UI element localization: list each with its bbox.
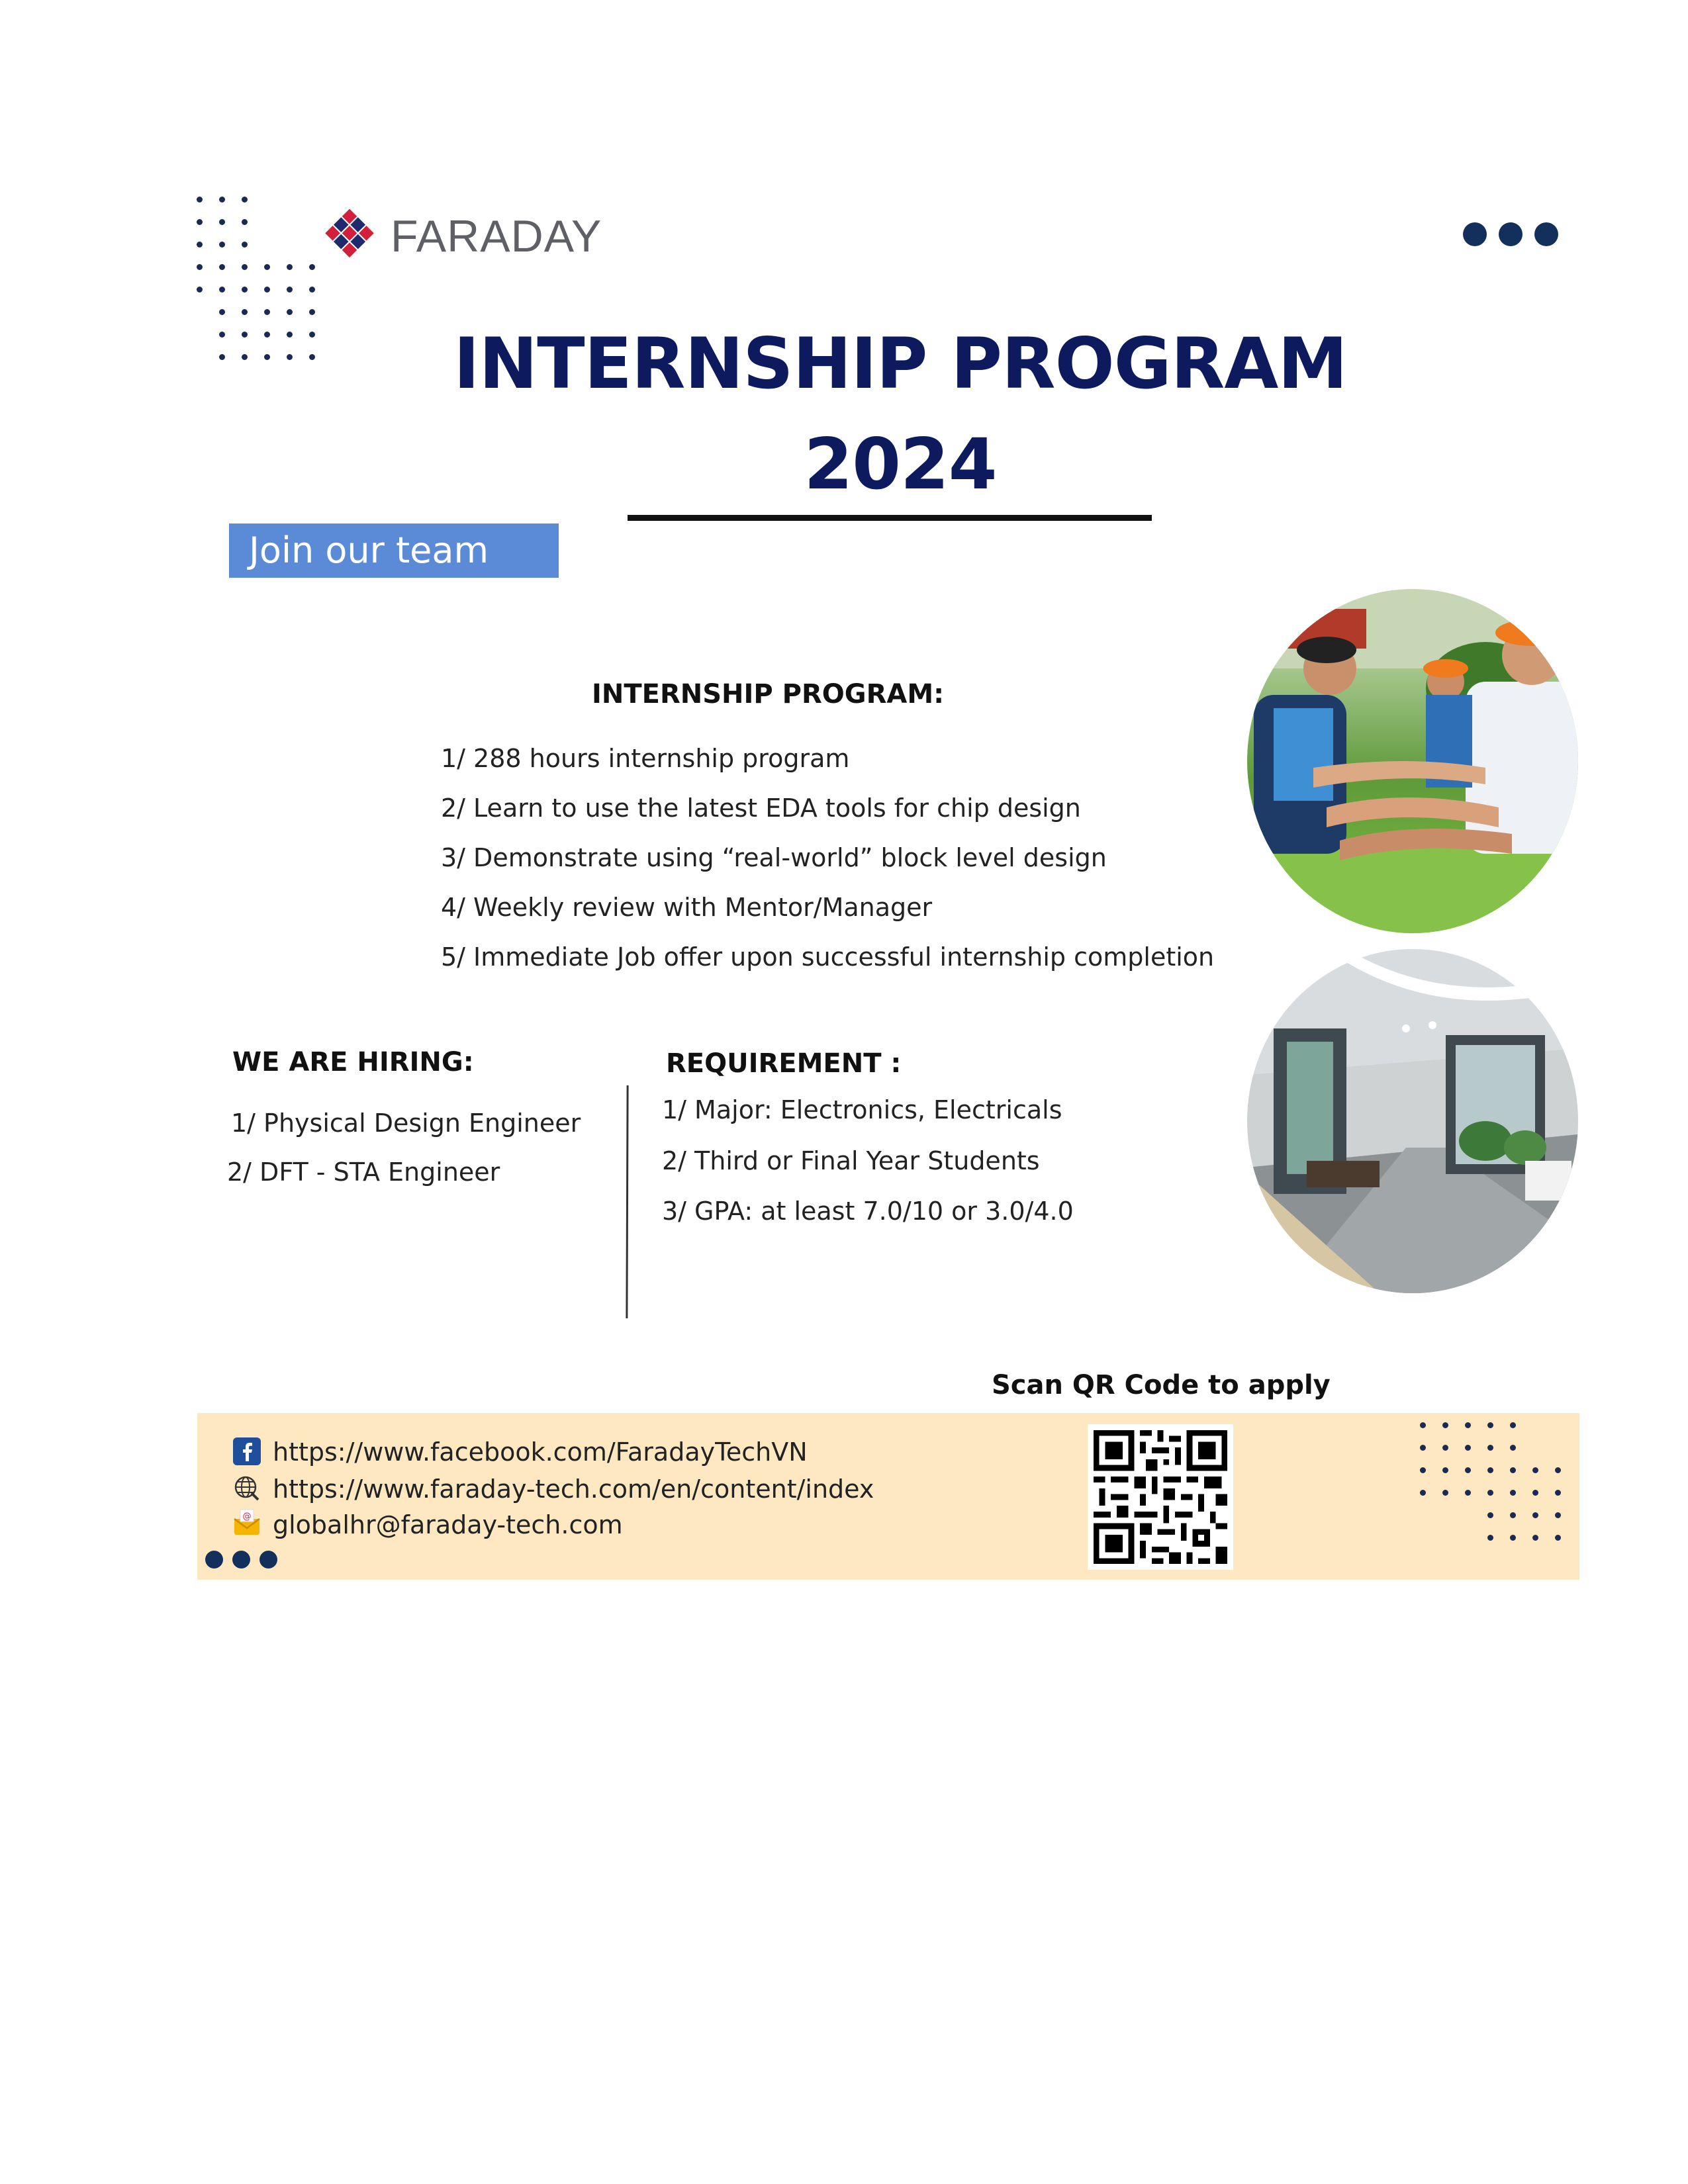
website-link[interactable]: https://www.faraday-tech.com/en/content/index <box>273 1475 874 1504</box>
program-item: 1/ 288 hours internship program <box>441 744 850 773</box>
program-item: 2/ Learn to use the latest EDA tools for chip design <box>441 794 1081 823</box>
hiring-heading: WE ARE HIRING: <box>232 1047 474 1077</box>
join-our-team-button[interactable]: Join our team <box>229 523 559 578</box>
footer-dots-icon <box>205 1551 277 1569</box>
title-underline <box>628 515 1152 521</box>
globe-icon <box>233 1475 261 1502</box>
page-title-year: 2024 <box>804 424 997 505</box>
page-title: INTERNSHIP PROGRAM <box>453 323 1347 404</box>
requirement-item: 2/ Third or Final Year Students <box>662 1146 1040 1175</box>
more-dots-icon <box>1463 222 1558 246</box>
requirement-item: 3/ GPA: at least 7.0/10 or 3.0/4.0 <box>662 1197 1074 1226</box>
hiring-item: 1/ Physical Design Engineer <box>231 1109 581 1138</box>
footer-dot-pattern <box>1420 1422 1561 1541</box>
svg-text:@: @ <box>242 1512 252 1522</box>
requirement-heading: REQUIREMENT : <box>666 1048 902 1079</box>
program-item: 4/ Weekly review with Mentor/Manager <box>441 893 933 922</box>
qr-label: Scan QR Code to apply <box>992 1370 1331 1400</box>
brand-name: FARADAY <box>391 211 602 261</box>
program-item: 3/ Demonstrate using “real-world” block level design <box>441 843 1107 872</box>
faraday-logo-icon <box>318 205 381 269</box>
email-icon <box>233 1508 261 1536</box>
hiring-item: 2/ DFT - STA Engineer <box>227 1158 500 1187</box>
qr-code[interactable] <box>1088 1424 1233 1570</box>
email-link[interactable]: globalhr@faraday-tech.com <box>273 1510 623 1539</box>
program-item: 5/ Immediate Job offer upon successful internship completion <box>441 942 1215 972</box>
requirement-item: 1/ Major: Electronics, Electricals <box>662 1095 1062 1124</box>
program-heading: INTERNSHIP PROGRAM: <box>592 679 945 709</box>
facebook-icon <box>233 1437 261 1465</box>
section-divider <box>626 1085 628 1318</box>
team-photo <box>1247 589 1578 933</box>
facebook-link[interactable]: https://www.facebook.com/FaradayTechVN <box>273 1437 808 1467</box>
office-photo <box>1247 949 1578 1293</box>
